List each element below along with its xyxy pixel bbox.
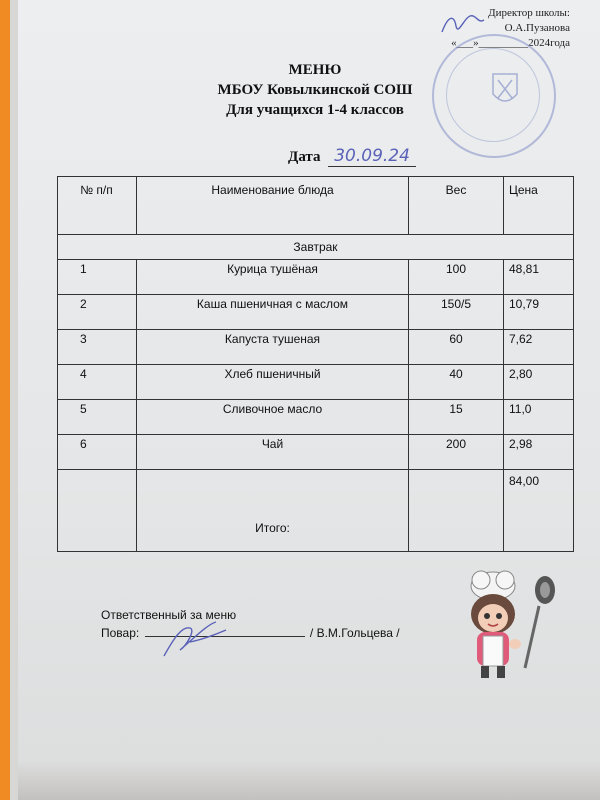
cook-name: / В.М.Гольцева /: [309, 626, 400, 640]
total-row: [58, 470, 574, 552]
cook-signature: [160, 618, 230, 660]
row-num: 4: [58, 365, 137, 400]
stamp-emblem-icon: [490, 68, 520, 110]
page-shadow: [18, 760, 600, 800]
title-grades: Для учащихся 1-4 классов: [226, 102, 404, 118]
cook-label: Повар:: [101, 626, 140, 640]
row-num: 1: [58, 260, 137, 295]
row-weight: 40: [409, 365, 504, 400]
row-price: 10,79: [504, 295, 574, 330]
section-row: [58, 235, 574, 260]
director-title: Директор школы:: [488, 7, 570, 19]
table-row: [58, 330, 574, 365]
row-dish: Курица тушёная: [137, 260, 409, 295]
table-row: [58, 435, 574, 470]
responsible-block: [101, 606, 400, 642]
table-row: [58, 295, 574, 330]
row-dish: Чай: [137, 435, 409, 470]
title-school: МБОУ Ковылкинской СОШ: [217, 82, 413, 98]
date-row: [288, 146, 416, 166]
cook-line: [101, 624, 400, 642]
menu-table: [57, 176, 574, 552]
row-dish: Каша пшеничная с маслом: [137, 295, 409, 330]
date-value: 30.09.24: [328, 146, 416, 167]
row-num: 2: [58, 295, 137, 330]
table-row: [58, 260, 574, 295]
total-label: Итого:: [137, 470, 409, 552]
section-breakfast: Завтрак: [58, 235, 574, 260]
table-header-row: [58, 177, 574, 235]
row-price: 48,81: [504, 260, 574, 295]
table-row: [58, 400, 574, 435]
director-signature: [440, 10, 486, 38]
menu-title: [200, 60, 430, 120]
chef-girl-illustration: [455, 568, 565, 683]
total-num-cell: [58, 470, 137, 552]
header-name: Наименование блюда: [137, 177, 409, 235]
row-dish: Хлеб пшеничный: [137, 365, 409, 400]
row-price: 11,0: [504, 400, 574, 435]
row-num: 5: [58, 400, 137, 435]
header-weight: Вес: [409, 177, 504, 235]
responsible-label: Ответственный за меню: [101, 608, 237, 622]
table-row: [58, 365, 574, 400]
row-num: 3: [58, 330, 137, 365]
sheet-edge: [10, 0, 18, 800]
director-name: О.А.Пузанова: [504, 22, 570, 34]
row-weight: 200: [409, 435, 504, 470]
row-dish: Капуста тушеная: [137, 330, 409, 365]
row-price: 7,62: [504, 330, 574, 365]
row-weight: 60: [409, 330, 504, 365]
row-price: 2,80: [504, 365, 574, 400]
orange-background-strip: [0, 0, 10, 800]
header-price: Цена: [504, 177, 574, 235]
row-weight: 150/5: [409, 295, 504, 330]
title-menu: МЕНЮ: [288, 62, 342, 78]
row-weight: 15: [409, 400, 504, 435]
row-weight: 100: [409, 260, 504, 295]
total-value: 84,00: [504, 470, 574, 552]
date-label: Дата: [288, 149, 321, 165]
header-num: № п/п: [58, 177, 137, 235]
approval-date-line: «___»_________2024года: [451, 37, 570, 49]
row-num: 6: [58, 435, 137, 470]
row-dish: Сливочное масло: [137, 400, 409, 435]
row-price: 2,98: [504, 435, 574, 470]
total-weight-cell: [409, 470, 504, 552]
